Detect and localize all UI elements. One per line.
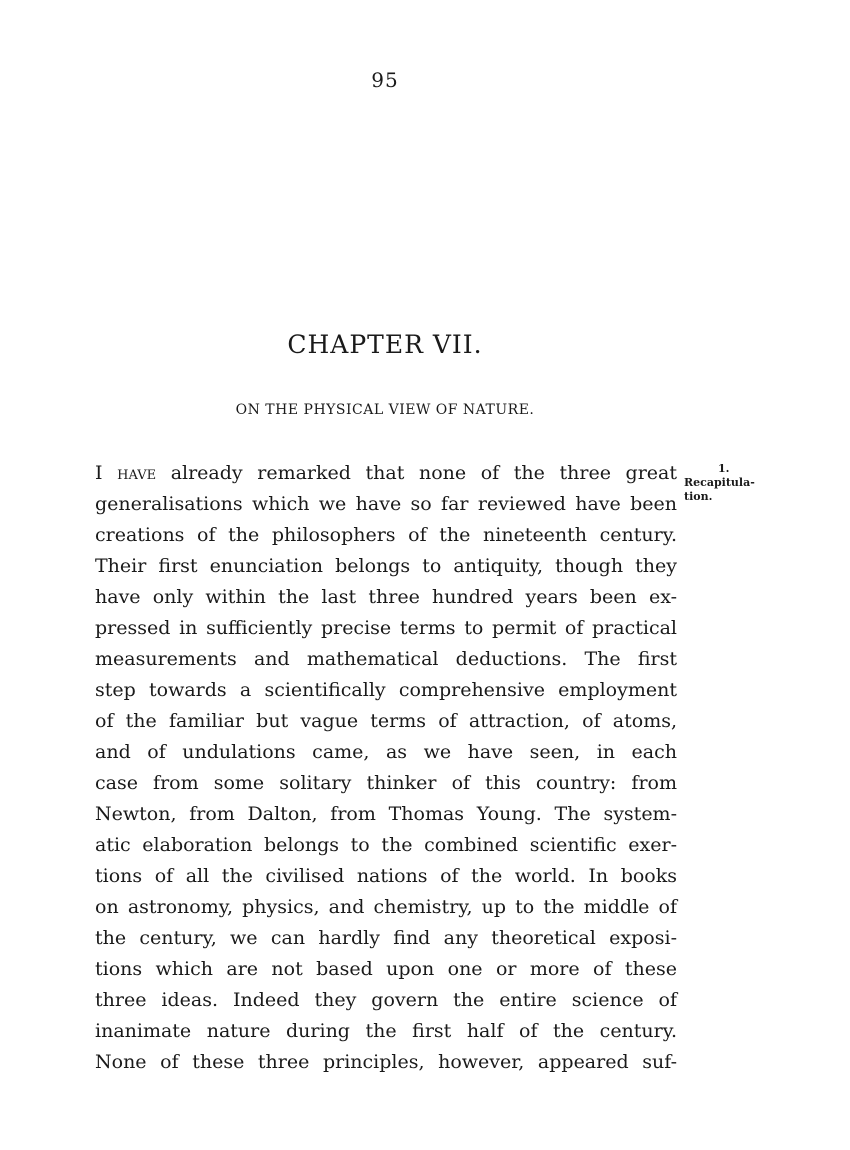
text-line: the century, we can hardly find any theoretical exposi- <box>95 927 677 949</box>
text-line: tions of all the civilised nations of the world. In books <box>95 865 677 887</box>
text-line: tions which are not based upon one or more of these <box>95 958 677 980</box>
text-line: three ideas. Indeed they govern the entire science of <box>95 989 677 1011</box>
text-line: I have already remarked that none of the three great <box>95 462 677 484</box>
text-line: measurements and mathematical deductions. The first <box>95 648 677 670</box>
text-line: pressed in sufficiently precise terms to permit of practical <box>95 617 677 639</box>
text-line: None of these three principles, however, appeared suf- <box>95 1051 677 1073</box>
body-paragraph <box>95 458 677 1078</box>
margin-note-number: 1. <box>718 462 730 475</box>
text-line: and of undulations came, as we have seen, in each <box>95 741 677 763</box>
text-line: step towards a scientifically comprehensive employment <box>95 679 677 701</box>
chapter-subtitle: ON THE PHYSICAL VIEW OF NATURE. <box>235 402 535 418</box>
chapter-title: CHAPTER VII. <box>287 330 483 359</box>
text-line: Their first enunciation belongs to antiquity, though they <box>95 555 677 577</box>
text-line: on astronomy, physics, and chemistry, up to the middle of <box>95 896 677 918</box>
text-line: of the familiar but vague terms of attraction, of atoms, <box>95 710 677 732</box>
text-line: have only within the last three hundred years been ex- <box>95 586 677 608</box>
margin-note-line-1: Recapitula- <box>684 476 755 489</box>
margin-note-line-2: tion. <box>684 490 713 503</box>
text-line: Newton, from Dalton, from Thomas Young. The system- <box>95 803 677 825</box>
initial-word: I <box>95 462 103 484</box>
text-line: inanimate nature during the first half of the century. <box>95 1020 677 1042</box>
smallcaps-word: have <box>117 462 157 484</box>
margin-note <box>684 462 764 504</box>
text-line: case from some solitary thinker of this country: from <box>95 772 677 794</box>
text-line: atic elaboration belongs to the combined scientific exer- <box>95 834 677 856</box>
page-number: 95 <box>371 68 399 92</box>
text-line: generalisations which we have so far reviewed have been <box>95 493 677 515</box>
text-line: creations of the philosophers of the nineteenth century. <box>95 524 677 546</box>
